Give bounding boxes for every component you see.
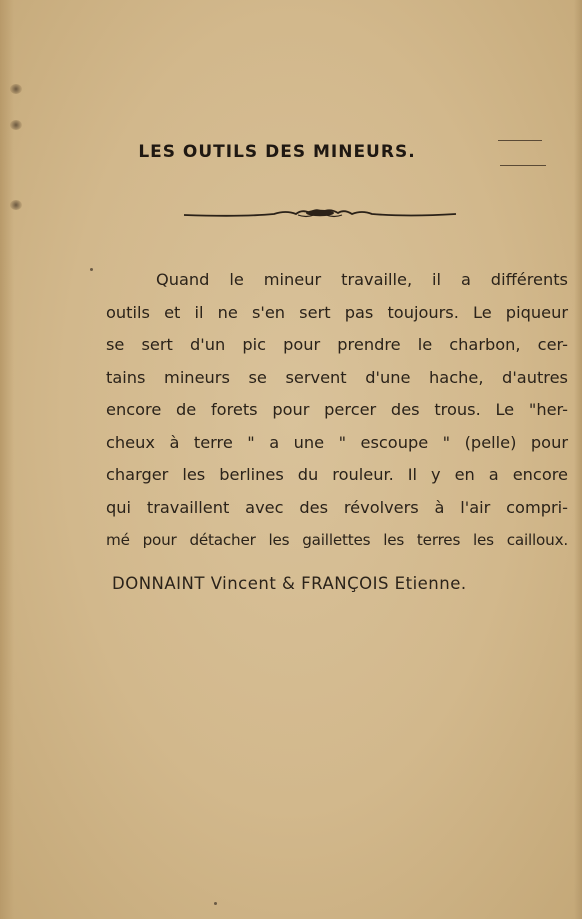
page-title: LES OUTILS DES MINEURS.: [138, 142, 416, 162]
binding-hole: [10, 84, 22, 94]
binding-hole: [10, 120, 22, 130]
paper-speck: [214, 902, 217, 905]
page-right-edge-shadow: [574, 0, 582, 919]
paragraph-line: qui travaillent avec des révolvers à l'air compri-: [106, 497, 568, 517]
paragraph: [106, 264, 568, 557]
page-left-edge-shadow: [0, 0, 14, 919]
signature: DONNAINT Vincent & FRANÇOIS Etienne.: [112, 574, 467, 593]
pencil-mark: [498, 140, 542, 141]
paragraph-line: encore de forets pour percer des trous. Le "her-: [106, 400, 568, 419]
paragraph-line: charger les berlines du rouleur. Il y en a encore: [106, 465, 568, 484]
paragraph-line: Quand le mineur travaille, il a différents: [156, 270, 568, 289]
paragraph-line: tains mineurs se servent d'une hache, d'autres: [106, 367, 568, 387]
paragraph-line: outils et il ne s'en sert pas toujours. Le piqueur: [106, 302, 568, 322]
paragraph-line: mé pour détacher les gaillettes les terres les cailloux.: [106, 531, 568, 549]
binding-hole: [10, 200, 22, 210]
paper-speck: [90, 268, 93, 271]
ornament-divider: [182, 204, 458, 224]
pencil-mark: [500, 165, 546, 166]
paragraph-line: se sert d'un pic pour prendre le charbon, cer-: [106, 335, 568, 354]
paragraph-line: cheux à terre " a une " escoupe " (pelle) pour: [106, 432, 568, 452]
